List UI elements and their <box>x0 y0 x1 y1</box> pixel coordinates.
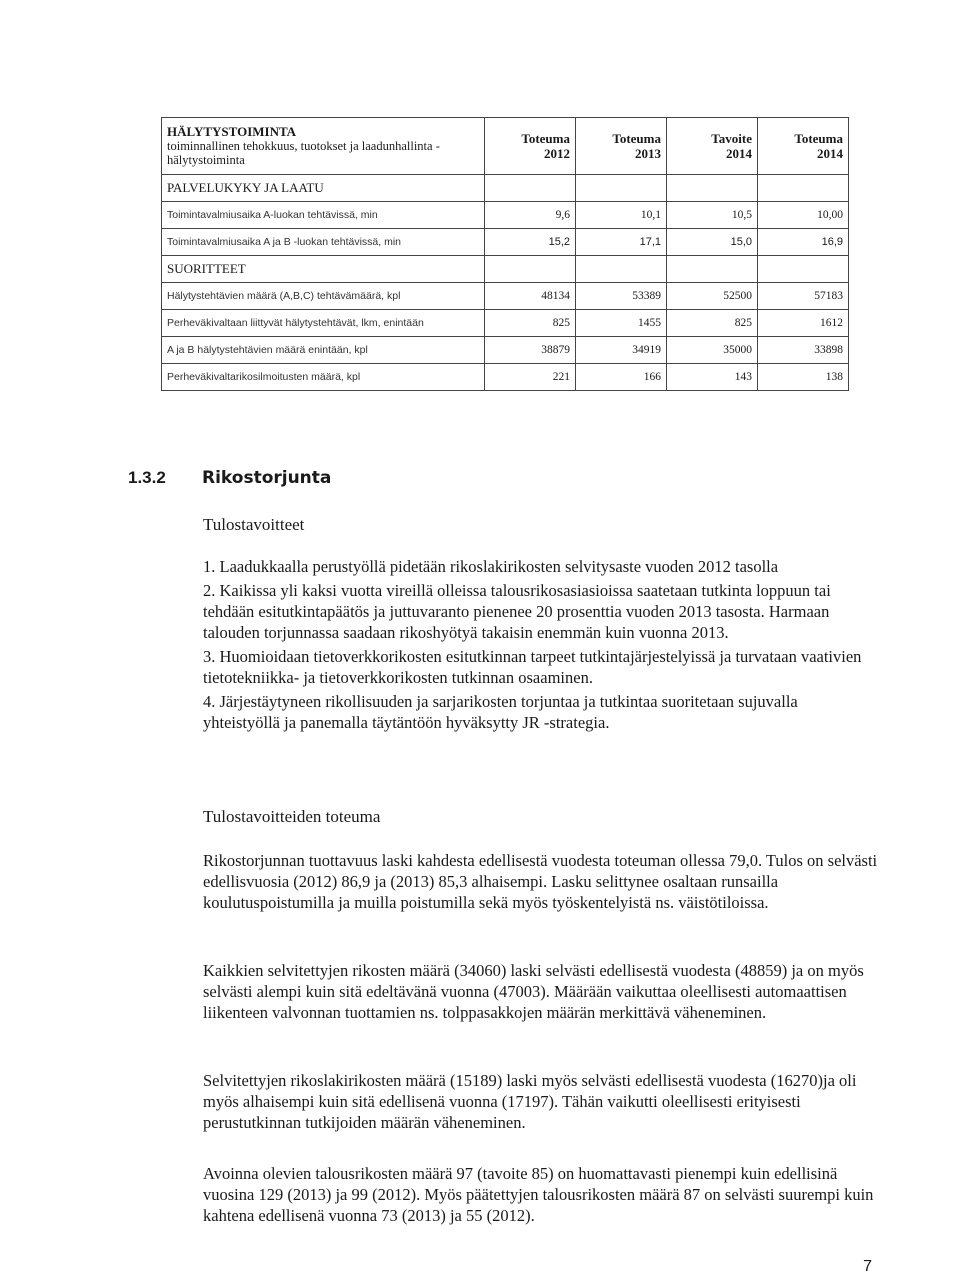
column-header-year: 2014 <box>817 146 843 161</box>
table-row <box>162 310 849 337</box>
list-item: 3. Huomioidaan tietoverkkorikosten esitutkinnan tarpeet tutkintajärjestelyissä ja turvataan vaativien tietotekniikka- ja tietoverkkorikosten tutkinnan osaaminen. <box>203 647 862 687</box>
cell-value: 143 <box>667 364 758 391</box>
column-header-year: 2013 <box>635 146 661 161</box>
section-row <box>162 175 849 202</box>
cell-value: 52500 <box>667 283 758 310</box>
metrics-table <box>161 117 849 391</box>
cell-value: 15,2 <box>485 229 576 256</box>
section-label: SUORITTEET <box>162 256 485 283</box>
table-title: HÄLYTYSTOIMINTA <box>167 124 297 139</box>
table-subtitle-line1: toiminnallinen tehokkuus, tuotokset ja laadunhallinta - <box>167 139 440 153</box>
page-number: 7 <box>863 1258 872 1275</box>
column-header-label: Tavoite <box>711 131 752 146</box>
targets-list <box>203 556 878 736</box>
cell-value: 825 <box>485 310 576 337</box>
table-title-cell <box>162 118 485 175</box>
cell-value: 10,00 <box>758 202 849 229</box>
cell-value: 16,9 <box>758 229 849 256</box>
cell-value: 15,0 <box>667 229 758 256</box>
table-row <box>162 364 849 391</box>
column-header-label: Toteuma <box>794 131 843 146</box>
results-title: Tulostavoitteiden toteuma <box>203 807 381 826</box>
column-header-year: 2012 <box>544 146 570 161</box>
cell-value: 10,5 <box>667 202 758 229</box>
cell-value: 825 <box>667 310 758 337</box>
row-label: A ja B hälytystehtävien määrä enintään, kpl <box>162 337 485 364</box>
list-item: 2. Kaikissa yli kaksi vuotta vireillä olleissa talousrikosasiasioissa saatetaan tutkinta loppuun tai tehdään esitutkintapäätös ja juttuvaranto pienenee 20 prosenttia vuoden 2013 tasosta. Harmaan talouden torjunnassa saadaan rikoshyötyä takaisin enemmän kuin vuonna 2013. <box>203 581 831 642</box>
cell-value: 9,6 <box>485 202 576 229</box>
table-subtitle-line2: hälytystoiminta <box>167 153 245 167</box>
column-header-year: 2014 <box>726 146 752 161</box>
section-row <box>162 256 849 283</box>
targets-title: Tulostavoitteet <box>203 515 305 534</box>
table-row <box>162 202 849 229</box>
paragraph: Kaikkien selvitettyjen rikosten määrä (34060) laski selvästi edellisestä vuodesta (48859) ja on myös selvästi alempi kuin sitä edeltävänä vuonna (47003). Määrään vaikuttaa oleellisesti automaattisen liikenteen valvonnan tuottamien ns. tolppasakkojen määrän merkittävä väheneminen. <box>203 961 864 1022</box>
cell-value: 53389 <box>576 283 667 310</box>
section-title: Rikostorjunta <box>202 468 332 488</box>
cell-value: 138 <box>758 364 849 391</box>
row-label: Hälytystehtävien määrä (A,B,C) tehtävämäärä, kpl <box>162 283 485 310</box>
cell-value: 48134 <box>485 283 576 310</box>
cell-value: 34919 <box>576 337 667 364</box>
section-number: 1.3.2 <box>128 468 166 487</box>
column-header <box>576 118 667 175</box>
table-row <box>162 229 849 256</box>
cell-value: 166 <box>576 364 667 391</box>
table-header-row <box>162 118 849 175</box>
column-header <box>667 118 758 175</box>
table-row <box>162 337 849 364</box>
column-header-label: Toteuma <box>521 131 570 146</box>
row-label: Perheväkivaltaan liittyvät hälytystehtävät, lkm, enintään <box>162 310 485 337</box>
cell-value: 10,1 <box>576 202 667 229</box>
paragraph: Rikostorjunnan tuottavuus laski kahdesta edellisestä vuodesta toteuman ollessa 79,0. Tulos on selvästi edellisvuosia (2012) 86,9 ja (2013) 85,3 alhaisempi. Lasku selittynee osaltaan runsailla koulutuspoistumilla ja muilla poistumilla sekä myös työskentelyistä ns. väistötiloissa. <box>203 851 878 912</box>
paragraph: Selvitettyjen rikoslakirikosten määrä (15189) laski myös selvästi edellisestä vuodesta (16270)ja oli myös alhaisempi kuin sitä edellisenä vuonna (17197). Tähän vaikutti oleellisesti erityisesti perustutkinnan tutkijoiden määrän väheneminen. <box>203 1071 857 1132</box>
row-label: Perheväkivaltarikosilmoitusten määrä, kpl <box>162 364 485 391</box>
section-label: PALVELUKYKY JA LAATU <box>162 175 485 202</box>
row-label: Toimintavalmiusaika A-luokan tehtävissä, min <box>162 202 485 229</box>
cell-value: 38879 <box>485 337 576 364</box>
table-row <box>162 283 849 310</box>
cell-value: 17,1 <box>576 229 667 256</box>
list-item: 4. Järjestäytyneen rikollisuuden ja sarjarikosten torjuntaa ja tutkintaa suoritetaan sujuvalla yhteistyöllä ja panemalla täytäntöön hyväksytty JR -strategia. <box>203 692 798 732</box>
cell-value: 221 <box>485 364 576 391</box>
paragraph: Avoinna olevien talousrikosten määrä 97 (tavoite 85) on huomattavasti pienempi kuin edellisinä vuosina 129 (2013) ja 99 (2012). Myös päätettyjen talousrikosten määrä 87 on selvästi suurempi kuin kahtena edellisenä vuonna 73 (2013) ja 55 (2012). <box>203 1164 874 1225</box>
column-header-label: Toteuma <box>612 131 661 146</box>
row-label: Toimintavalmiusaika A ja B -luokan tehtävissä, min <box>162 229 485 256</box>
column-header <box>758 118 849 175</box>
cell-value: 35000 <box>667 337 758 364</box>
cell-value: 1612 <box>758 310 849 337</box>
cell-value: 1455 <box>576 310 667 337</box>
list-item: 1. Laadukkaalla perustyöllä pidetään rikoslakirikosten selvitysaste vuoden 2012 tasolla <box>203 557 779 576</box>
cell-value: 33898 <box>758 337 849 364</box>
column-header <box>485 118 576 175</box>
cell-value: 57183 <box>758 283 849 310</box>
